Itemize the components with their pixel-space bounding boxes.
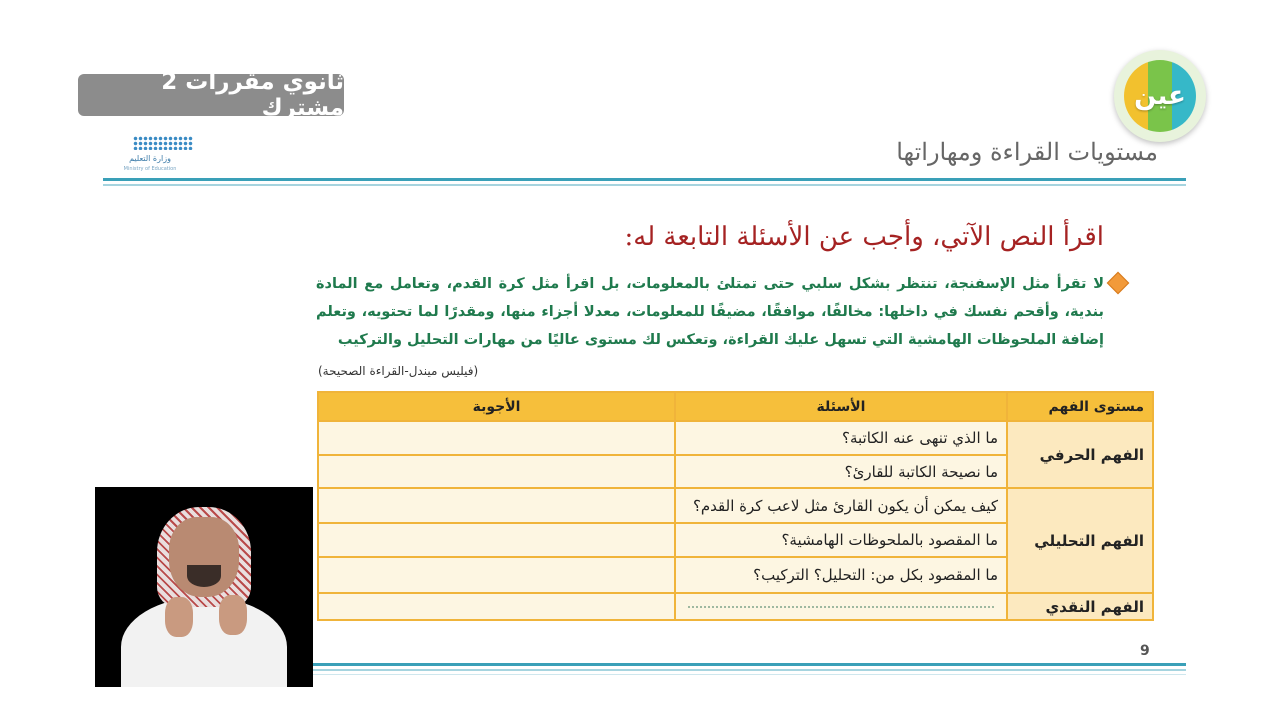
question-cell: ما المقصود بالملحوظات الهامشية؟ xyxy=(675,523,1007,557)
sign-language-video xyxy=(95,487,313,687)
answer-cell[interactable] xyxy=(318,523,675,557)
question-cell: ما الذي تنهى عنه الكاتبة؟ xyxy=(675,421,1007,455)
page-number: 9 xyxy=(1140,643,1150,659)
answer-cell[interactable] xyxy=(318,455,675,488)
level-literal: الفهم الحرفي xyxy=(1007,421,1153,488)
question-cell: كيف يمكن أن يكون القارئ مثل لاعب كرة القدم؟ xyxy=(675,488,1007,523)
logo-text: عين xyxy=(1134,81,1186,111)
section-title: مستويات القراءة ومهاراتها xyxy=(896,138,1158,166)
dotted-line xyxy=(688,606,994,608)
comprehension-table xyxy=(317,391,1154,621)
header-level: مستوى الفهم xyxy=(1007,392,1153,421)
diamond-bullet-icon xyxy=(1107,272,1130,295)
level-critical: الفهم النقدي xyxy=(1007,593,1153,620)
ministry-logo xyxy=(105,136,195,176)
passage-source: (فيليس ميندل-القراءة الصحيحة) xyxy=(318,364,479,378)
answer-cell[interactable] xyxy=(318,421,675,455)
ministry-dots-icon xyxy=(133,136,193,150)
top-rule-light xyxy=(103,184,1186,186)
answer-cell[interactable] xyxy=(318,488,675,523)
answer-cell[interactable] xyxy=(318,593,675,620)
answer-cell[interactable] xyxy=(318,557,675,593)
table-row xyxy=(318,593,1153,620)
header-answers: الأجوبة xyxy=(318,392,675,421)
header-questions: الأسئلة xyxy=(675,392,1007,421)
course-badge: ثانوي مقررات 2 مشترك xyxy=(78,74,344,116)
question-cell-empty[interactable] xyxy=(675,593,1007,620)
interpreter-hand xyxy=(165,597,193,637)
question-cell: ما نصيحة الكاتبة للقارئ؟ xyxy=(675,455,1007,488)
level-analytical: الفهم التحليلي xyxy=(1007,488,1153,593)
table-header-row xyxy=(318,392,1153,421)
interpreter-body xyxy=(121,597,287,687)
table-row xyxy=(318,421,1153,455)
top-rule xyxy=(103,178,1186,181)
table-row xyxy=(318,488,1153,523)
ministry-label: وزارة التعليم xyxy=(129,154,171,163)
ministry-sub: Ministry of Education xyxy=(123,166,177,172)
instruction-heading: اقرأ النص الآتي، وأجب عن الأسئلة التابعة له: xyxy=(624,222,1104,252)
interpreter-beard xyxy=(187,565,221,587)
ein-logo xyxy=(1114,50,1206,142)
reading-passage: لا تقرأ مثل الإسفنجة، تنتظر بشكل سلبي حتى تمتلئ بالمعلومات، بل اقرأ مثل كرة القدم، وتعامل مع المادة بندية، وأقحم نفسك في داخلها: مخالفًا، موافقًا، مضيفًا للمعلومات، معدلا أجزاء منها، ومقدرًا لما تحتويه، وتعلم إضافة الملحوظات الهامشية التي تسهل عليك القراءة، وتعكس لك مستوى عاليًا من مهارات التحليل والتركيب xyxy=(316,276,1104,348)
interpreter-hand xyxy=(219,595,247,635)
question-cell: ما المقصود بكل من: التحليل؟ التركيب؟ xyxy=(675,557,1007,593)
